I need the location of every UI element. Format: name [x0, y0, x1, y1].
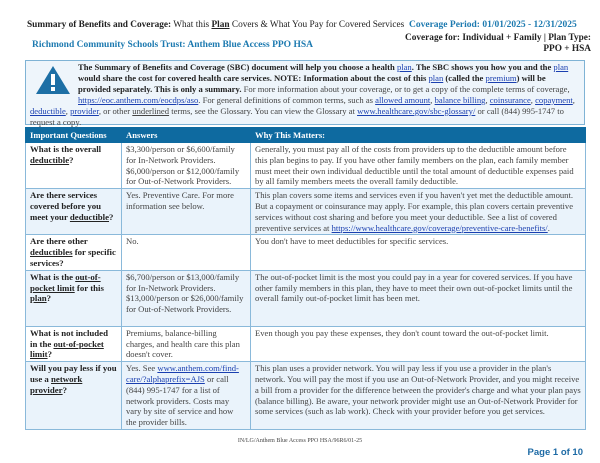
- title-text: Covers & What You Pay for Covered Services: [229, 20, 405, 30]
- plan-name: Richmond Community Schools Trust: Anthem Blue Access PPO HSA: [32, 40, 313, 50]
- answer-cell: No.: [122, 235, 251, 270]
- link-deductible[interactable]: deductible: [30, 106, 66, 116]
- answer-cell: Yes. See www.anthem.com/find-care/?alphaprefix=AJS or call (844) 995-1747 for a list of network providers. Costs may vary by site of service and how the provider bills.: [122, 362, 251, 430]
- link-plan[interactable]: plan: [396, 62, 412, 72]
- link-balance-billing[interactable]: balance billing: [434, 95, 486, 105]
- table-row: [26, 326, 586, 361]
- why-cell: You don't have to meet deductibles for specific services.: [251, 235, 586, 270]
- table-row: [26, 235, 586, 270]
- table-header-row: [26, 128, 586, 143]
- warning-triangle-icon: [34, 64, 72, 96]
- question-cell: Will you pay less if you use a network provider?: [26, 362, 122, 430]
- answer-cell: Premiums, balance-billing charges, and health care this plan doesn't cover.: [122, 326, 251, 361]
- answer-cell: $3,300/person or $6,600/family for In-Network Providers. $6,000/person or $12,000/family for Out-of-Network Providers.: [122, 143, 251, 189]
- link-premium[interactable]: premium: [485, 73, 517, 83]
- column-header: Answers: [122, 128, 251, 143]
- title-text: What this: [171, 20, 212, 30]
- document-id: IN/LG/Anthem Blue Access PPO HSA/96R6/01-25: [237, 438, 363, 444]
- column-header: Why This Matters:: [251, 128, 586, 143]
- question-cell: What is not included in the out-of-pocket limit?: [26, 326, 122, 361]
- coverage-period: Coverage Period: 01/01/2025 - 12/31/2025: [409, 20, 577, 30]
- link-eoc[interactable]: https://eoc.anthem.com/eocdps/aso: [78, 95, 199, 105]
- why-cell: This plan uses a provider network. You will pay less if you use a provider in the plan's network. You will pay the most if you use an Out-of-Network Provider, and you might receive a bill from a provider for the difference between the provider's charge and what your plan pays (balance billing). Be aware, your network provider might use an Out-of-Network Provider for some services (such as lab work). Check with your provider before you get services.: [251, 362, 586, 430]
- title-bold: Summary of Benefits and Coverage:: [27, 20, 172, 30]
- why-cell: This plan covers some items and services even if you haven't yet met the deductible amount. But a copayment or coinsurance may apply. For example, this plan covers certain preventive services without cost sharing and before you meet your deductible. See a list of covered preventive services at https://www.healthcare.gov/coverage/preventive-care-benefits/.: [251, 189, 586, 235]
- table-row: [26, 143, 586, 189]
- question-cell: Are there other deductibles for specific services?: [26, 235, 122, 270]
- document-title: [27, 20, 404, 30]
- link-allowed-amount[interactable]: allowed amount: [375, 95, 431, 105]
- title-plan-term[interactable]: Plan: [211, 20, 230, 30]
- table-row: [26, 362, 586, 430]
- question-cell: Are there services covered before you meet your deductible?: [26, 189, 122, 235]
- why-cell: Even though you pay these expenses, they don't count toward the out-of-pocket limit.: [251, 326, 586, 361]
- link-glossary[interactable]: www.healthcare.gov/sbc-glossary/: [357, 106, 476, 116]
- why-cell: The out-of-pocket limit is the most you could pay in a year for covered services. If you have other family members in this plan, they have to meet their own out-of-pocket limits until the overall family out-of-pocket limit has been met.: [251, 270, 586, 326]
- link-plan[interactable]: plan: [428, 73, 444, 83]
- link-coinsurance[interactable]: coinsurance: [489, 95, 531, 105]
- link-preventive-care[interactable]: https://www.healthcare.gov/coverage/preventive-care-benefits/: [331, 222, 548, 233]
- link-plan[interactable]: plan: [553, 62, 569, 72]
- link-find-care[interactable]: www.anthem.com/find-care/?alphaprefix=AJS: [126, 363, 239, 384]
- link-provider[interactable]: provider: [70, 106, 99, 116]
- answer-cell: Yes. Preventive Care. For more information see below.: [122, 189, 251, 235]
- page-number: Page 1 of 10: [527, 447, 583, 458]
- sbc-notice-box: The Summary of Benefits and Coverage (SBC) document will help you choose a health plan. The SBC shows you how you and the plan would share the cost for covered health care services. NOTE: Information about the cost of this plan (called the premium) will be provided separately. This is only a summary. For more information about your coverage, or to get a copy of the complete terms of coverage, https://eoc.anthem.com/eocdps/aso. For general definitions of common terms, such as allowed amount, balance billing, coinsurance, copayment, deductible, provider, or other underlined terms, see the Glossary. You can view the Glossary at www.healthcare.gov/sbc-glossary/ or call (844) 995-1747 to request a copy.: [25, 60, 585, 125]
- table-row: [26, 270, 586, 326]
- coverage-for: Coverage for: Individual + Family | Plan Type: PPO + HSA: [405, 33, 591, 54]
- benefits-table: [25, 127, 586, 430]
- answer-cell: $6,700/person or $13,000/family for In-Network Providers. $13,000/person or $26,000/family for Out-of-Network Providers.: [122, 270, 251, 326]
- column-header: Important Questions: [26, 128, 122, 143]
- question-cell: What is the overall deductible?: [26, 143, 122, 189]
- link-copayment[interactable]: copayment: [535, 95, 573, 105]
- table-row: [26, 189, 586, 235]
- question-cell: What is the out-of-pocket limit for this plan?: [26, 270, 122, 326]
- why-cell: Generally, you must pay all of the costs from providers up to the deductible amount before this plan begins to pay. If you have other family members on the plan, each family member must meet their own individual deductible until the total amount of deductible expenses paid by all family members meets the overall family deductible.: [251, 143, 586, 189]
